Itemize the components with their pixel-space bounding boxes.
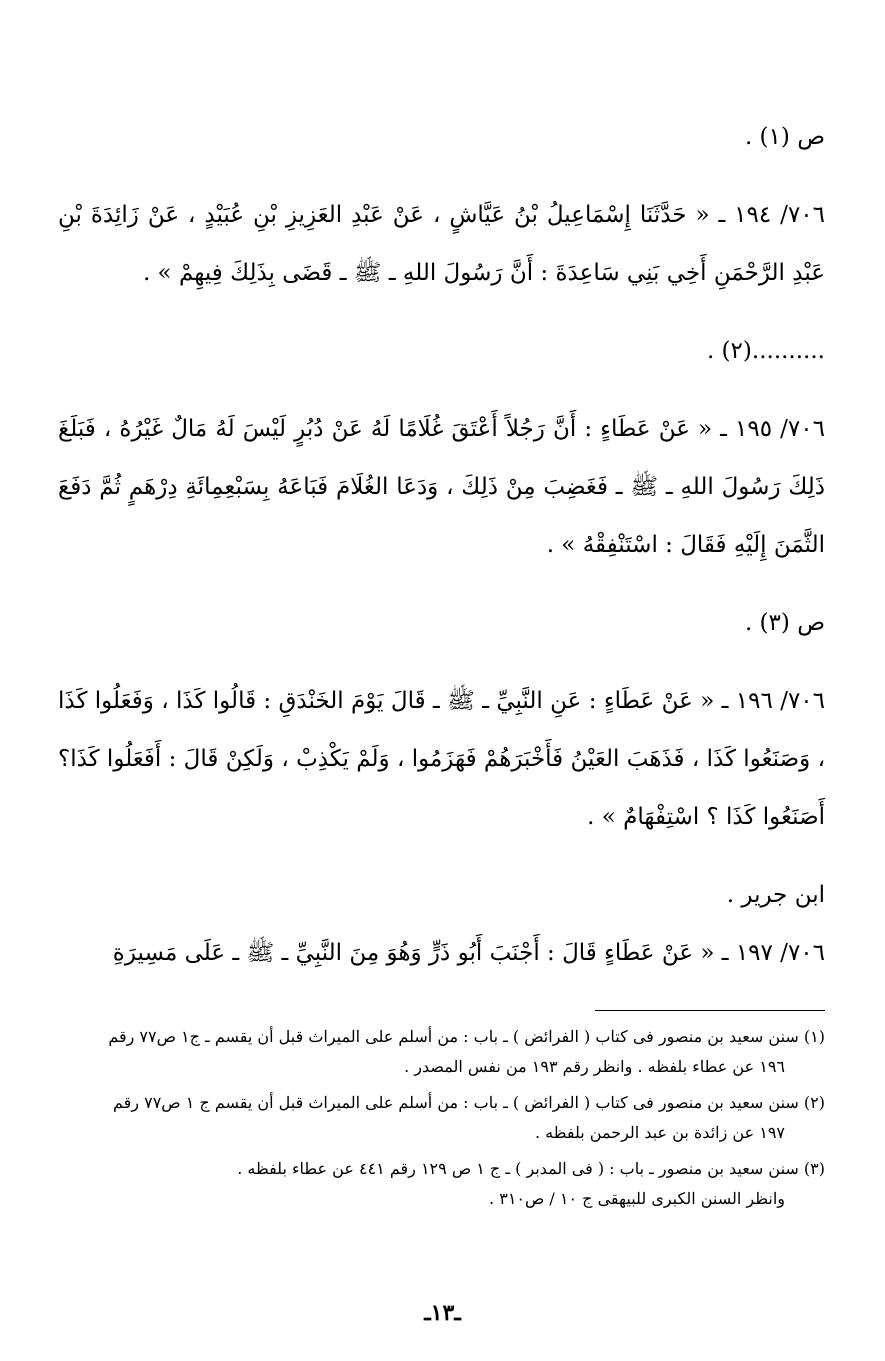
footnote-1	[58, 1022, 825, 1082]
hadith-194: ٧٠٦/ ١٩٤ ـ « حَدَّثَنَا إِسْمَاعِيلُ بْنُ عَيَّاشٍ ، عَنْ عَبْدِ العَزِيزِ بْنِ عُبَيْدٍ ، عَنْ زَائِدَةَ بْنِ عَبْدِ الرَّحْمَنِ أَخِي بَنِي سَاعِدَةَ : أَنَّ رَسُولَ اللهِ ـ ﷺ ـ قَضَى بِذَلِكَ فِيهِمْ » .	[58, 202, 825, 286]
footnote-2-line-1: (٢) سنن سعيد بن منصور فى كتاب ( الفرائض ) ـ باب : من أسلم على الميراث قبل أن يقسم ج ١ ص٧٧ رقم	[113, 1093, 825, 1112]
footnote-2-line-2: ١٩٧ عن زائدة بن عبد الرحمن بلفظه .	[534, 1123, 785, 1142]
footnote-3-line-2: وانظر السنن الكبرى للبيهقى ج ١٠ / ص٣١٠ .	[489, 1189, 785, 1208]
omission-dots-2: ..........(٢) .	[706, 338, 825, 364]
footnote-3-line-1: (٣) سنن سعيد بن منصور ـ باب : ( فى المدبر ) ـ ج ١ ص ١٢٩ رقم ٤٤١ عن عطاء بلفظه .	[237, 1159, 825, 1178]
source-reference-3: ص (٣) .	[744, 610, 825, 636]
footnote-3	[58, 1154, 825, 1214]
footnote-1-line-1: (١) سنن سعيد بن منصور فى كتاب ( الفرائض ) ـ باب : من أسلم على الميراث قبل أن يقسم ـ ج١ ص٧٧ رقم	[108, 1027, 825, 1046]
footnote-divider	[595, 1010, 825, 1011]
page-number: ـ١٣ـ	[424, 1300, 461, 1326]
hadith-196: ٧٠٦/ ١٩٦ ـ « عَنْ عَطَاءٍ : عَنِ النَّبِيِّ ـ ﷺ ـ قَالَ يَوْمَ الخَنْدَقِ : قَالُوا كَذَا ، وَفَعَلُوا كَذَا ، وَصَنَعُوا كَذَا ، فَذَهَبَ العَيْنُ فَأَخْبَرَهُمْ فَهَزَمُوا ، وَلَمْ يَكْذِبْ ، وَلَكِنْ قَالَ : أَفَعَلُوا كَذَا؟ أَصَنَعُوا كَذَا ؟ اسْتِفْهَامٌ » .	[58, 688, 826, 830]
footnote-2	[58, 1088, 825, 1148]
source-ibn-jarir: ابن جرير .	[726, 882, 825, 908]
footnote-1-line-2: ١٩٦ عن عطاء بلفظه . وانظر رقم ١٩٣ من نفس المصدر .	[404, 1057, 785, 1076]
footnotes	[58, 1022, 825, 1220]
main-text	[58, 108, 825, 982]
hadith-197: ٧٠٦/ ١٩٧ ـ « عَنْ عَطَاءٍ قَالَ : أَجْنَبَ أَبُو ذَرٍّ وَهُوَ مِنَ النَّبِيِّ ـ ﷺ ـ عَلَى مَسِيرَةِ	[112, 940, 825, 966]
source-reference-1: ص (١) .	[744, 124, 825, 150]
hadith-195: ٧٠٦/ ١٩٥ ـ « عَنْ عَطَاءٍ : أَنَّ رَجُلاً أَعْتَقَ غُلَامًا لَهُ عَنْ دُبُرٍ لَيْسَ لَهُ مَالٌ غَيْرُهُ ، فَبَلَغَ ذَلِكَ رَسُولَ اللهِ ـ ﷺ ـ فَغَضِبَ مِنْ ذَلِكَ ، وَدَعَا الغُلَامَ فَبَاعَهُ بِسَبْعِمِائَةِ دِرْهَمٍ ثُمَّ دَفَعَ الثَّمَنَ إِلَيْهِ فَقَالَ : اسْتَنْفِقْهُ » .	[58, 416, 825, 558]
